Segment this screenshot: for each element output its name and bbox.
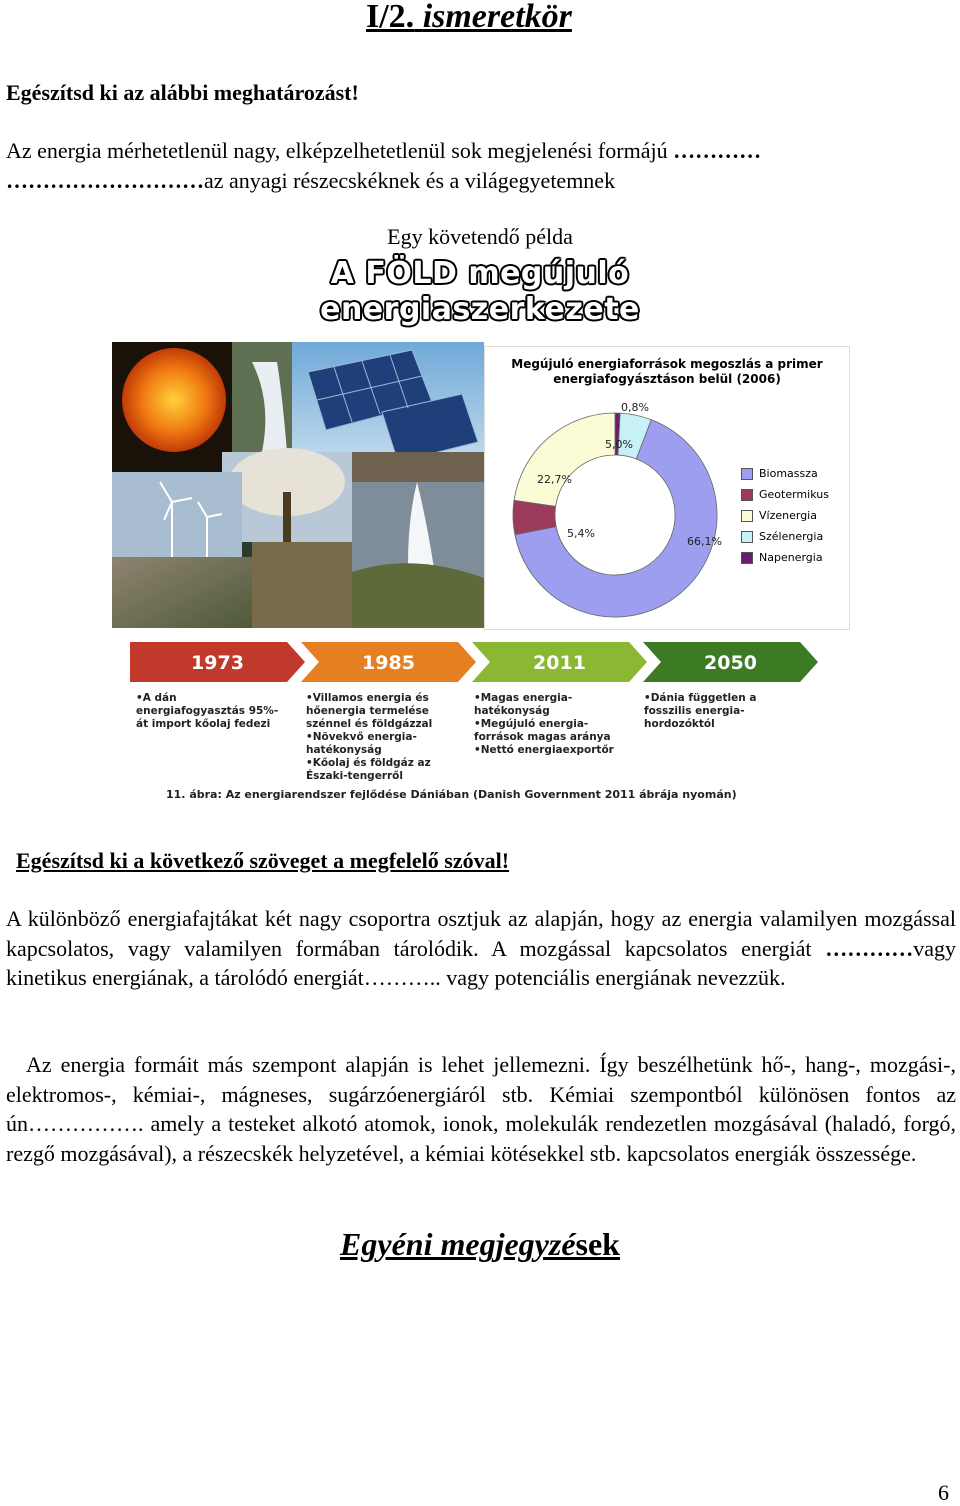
timeline-bullet-line: fosszilis energia- [644, 705, 745, 717]
energy-photo-collage [112, 342, 484, 628]
legend-label: Geotermikus [759, 488, 829, 501]
timeline-bullet-line: hatékonyság [474, 705, 550, 717]
chart-title: Megújuló energiaforrások megoszlás a primer energiafogyásztáson belül (2006) [511, 357, 823, 386]
timeline-arrows [130, 636, 830, 692]
legend-swatch [741, 531, 753, 543]
notes-heading-part1: Egyéni megjegyzé [340, 1226, 576, 1262]
legend-item-szélenergia [741, 526, 829, 547]
personal-notes-heading [0, 1226, 960, 1263]
timeline-year-1985: 1985 [362, 652, 415, 674]
legend-item-napenergia [741, 547, 829, 568]
data-label-vízenergia: 22,7% [537, 473, 572, 486]
data-label-geotermikus: 5,4% [567, 527, 595, 540]
timeline-bullet-line: •Nettó energiaexportőr [474, 744, 614, 756]
data-label-biomassza: 66,1% [687, 535, 722, 548]
legend-item-biomassza [741, 463, 829, 484]
legend-item-geotermikus [741, 484, 829, 505]
timeline-bullet-line: •Növekvő energia- [306, 731, 417, 743]
legend-swatch [741, 510, 753, 522]
timeline-bullet-line: •Kőolaj és földgáz az [306, 757, 431, 769]
paragraph1-text-a: A különböző energiafajtákat két nagy csoportra osztjuk az alapján, hogy az energia valamilyen mozgással kapcsolatos, vagy valamilyen formában tárolódik. A mozgással kapcsolatos energiát [6, 906, 956, 961]
legend-label: Vízenergia [759, 509, 817, 522]
instruction-definition: Egészítsd ki az alábbi meghatározást! [6, 80, 359, 105]
timeline-bullet-line: •Megújuló energia- [474, 718, 589, 730]
legend-item-vízenergia [741, 505, 829, 526]
timeline-bullet-line: szénnel és földgázzal [306, 718, 433, 730]
definition-line-1 [6, 138, 761, 164]
timeline-col-1985 [306, 692, 432, 783]
timeline-bullet-line: •Dánia független a [644, 692, 757, 704]
example-title-1: A FÖLD megújuló [330, 256, 630, 291]
timeline-bullet-line: •Magas energia- [474, 692, 573, 704]
blank-dots-2: ……………………… [6, 168, 204, 193]
slice-vízenergia [514, 413, 615, 506]
timeline-bullet-line: •A dán [136, 692, 177, 704]
legend-swatch [741, 489, 753, 501]
timeline-col-2011 [474, 692, 614, 757]
data-label-szélenergia: 5,0% [605, 438, 633, 451]
chart-legend [741, 463, 829, 568]
timeline-bullet-line: hordozóktól [644, 718, 715, 730]
page-number: 6 [938, 1480, 949, 1505]
example-title-2: energiaszerkezete [320, 292, 640, 327]
definition-line-2 [6, 168, 615, 194]
sun-image [122, 348, 226, 452]
example-subtitle: Egy követendő példa [387, 224, 573, 249]
blank-dots-3: ………… [825, 935, 914, 961]
section-name: ismeretkör [422, 0, 572, 35]
section-title [366, 0, 572, 36]
legend-swatch [741, 552, 753, 564]
timeline-year-1973: 1973 [191, 652, 244, 674]
data-label-napenergia: 0,8% [621, 401, 649, 414]
instruction-fill-in: Egészítsd ki a következő szöveget a megfelelő szóval! [16, 848, 510, 873]
timeline-bullet-line: hőenergia termelése [306, 705, 429, 717]
timeline-col-2050 [644, 692, 756, 731]
timeline-col-1973 [136, 692, 278, 731]
figure-caption: 11. ábra: Az energiarendszer fejlődése Dániában (Danish Government 2011 ábrája nyomán) [166, 788, 737, 801]
legend-label: Biomassza [759, 467, 818, 480]
timeline-year-2011: 2011 [533, 652, 586, 674]
definition-text-1: Az energia mérhetetlenül nagy, elképzelhetetlenül sok megjelenési formájú [6, 138, 668, 163]
renewable-share-chart [484, 346, 850, 630]
notes-heading-part2: sek [575, 1226, 620, 1262]
section-number: I/2. [366, 0, 415, 35]
paragraph-energy-forms: Az energia formáit más szempont alapján is lehet jellemezni. Így beszélhetünk hő-, hang-, mozgási-, elektromos-, kémiai-, mágneses, sugárzóenergiáról stb. Kémiai szempontból különösen fontos az ún……………. amely a testeket alkotó atomok, ionok, molekulák rendezetlen mozgásával (haladó, forgó, rezgő mozgásával), a részecskék helyzetével, a kémiai kötésekkel stb. kapcsolatos energiák összessége. [6, 1052, 956, 1166]
timeline-bullet-line: energiafogyasztás 95%- [136, 705, 279, 717]
legend-swatch [741, 468, 753, 480]
paragraph1-text-b: vagy kinetikus energiának, a tárolódó energiát……….. vagy potenciális energiának nevezzük. [6, 935, 956, 990]
timeline-year-2050: 2050 [704, 652, 757, 674]
legend-label: Szélenergia [759, 530, 824, 543]
timeline-bullet-line: át import kőolaj fedezi [136, 718, 271, 730]
definition-text-2: az anyagi részecskéknek és a világegyetemnek [204, 168, 616, 193]
denmark-energy-timeline [130, 636, 830, 816]
timeline-bullet-line: •Villamos energia és [306, 692, 429, 704]
legend-label: Napenergia [759, 551, 823, 564]
timeline-bullet-line: hatékonyság [306, 744, 382, 756]
timeline-bullet-line: források magas aránya [474, 731, 611, 743]
timeline-bullet-line: Északi-tengerről [306, 770, 403, 782]
paragraph-energy-types [6, 904, 956, 993]
blank-dots-1: ………… [673, 138, 762, 163]
